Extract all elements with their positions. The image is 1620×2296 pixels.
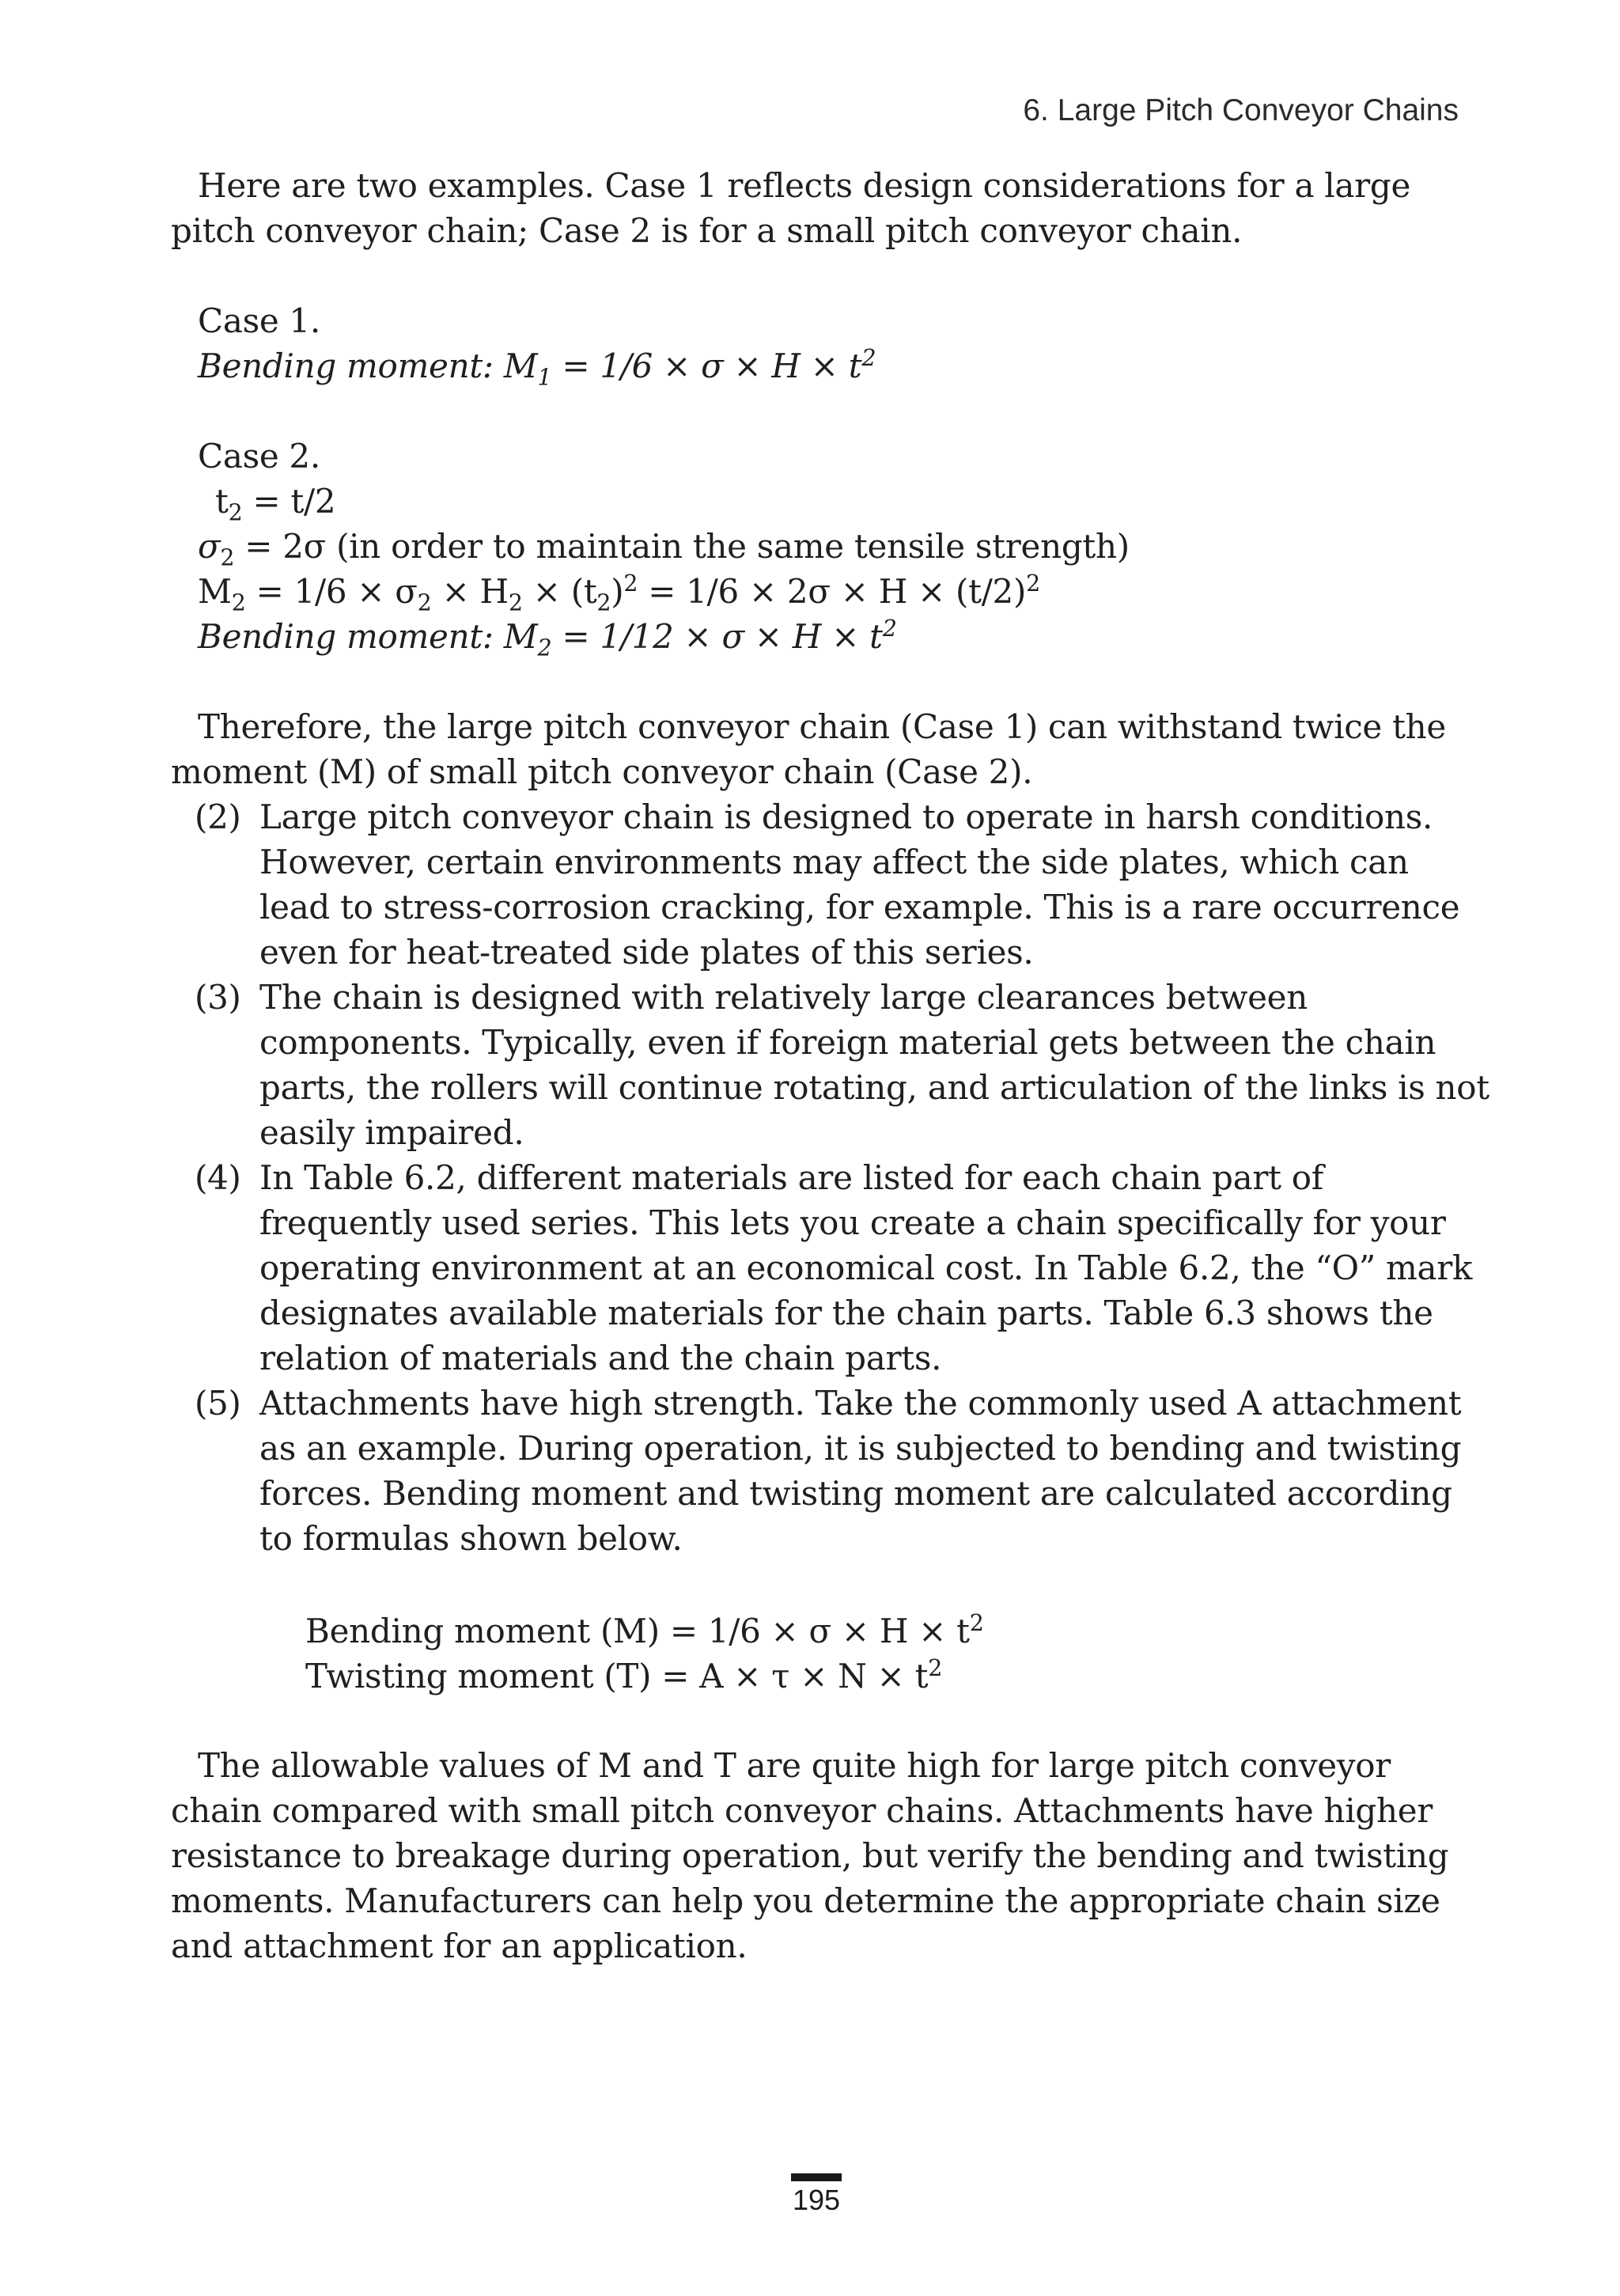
- running-header: 6. Large Pitch Conveyor Chains: [1023, 93, 1459, 127]
- list-item-line: relation of materials and the chain parts.: [259, 1339, 942, 1377]
- conclusion-line: The allowable values of M and T are quite high for large pitch conveyor: [198, 1746, 1391, 1785]
- intro-line-1: Here are two examples. Case 1 reflects design considerations for a large: [198, 166, 1411, 205]
- list-item-text: [259, 975, 1489, 1155]
- sigma-symbol: σ: [198, 527, 221, 566]
- t2-rest: = t/2: [242, 482, 336, 521]
- footer-bar: [791, 2173, 842, 2181]
- list-item-line: forces. Bending moment and twisting moment are calculated according: [259, 1474, 1452, 1513]
- intro-paragraph: [171, 163, 1452, 253]
- therefore-paragraph: [171, 704, 1452, 794]
- list-item-line: operating environment at an economical cost. In Table 6.2, the “O” mark: [259, 1248, 1473, 1287]
- list-item-line: even for heat-treated side plates of this series.: [259, 933, 1034, 972]
- list-item-text: [259, 1381, 1461, 1561]
- conclusion-line: and attachment for an application.: [171, 1927, 748, 1965]
- case-1-bending-sup: 2: [861, 344, 876, 371]
- list-item-text: [259, 794, 1459, 975]
- m2-a: M: [198, 572, 232, 611]
- therefore-line-2: moment (M) of small pitch conveyor chain (Case 2).: [171, 752, 1033, 791]
- m2-d: × (t: [522, 572, 597, 611]
- list-item-line: The chain is designed with relatively large clearances between: [259, 978, 1308, 1017]
- bending-formula-sup: 2: [969, 1609, 984, 1636]
- conclusion-line: moments. Manufacturers can help you determine the appropriate chain size: [171, 1881, 1440, 1920]
- list-item-number: (4): [195, 1158, 241, 1197]
- list-item-line: frequently used series. This lets you create a chain specifically for your: [259, 1203, 1446, 1242]
- case-2-bending-label: Bending moment: M: [198, 617, 538, 656]
- list-item-text: [259, 1155, 1472, 1381]
- m2-d-sub: 2: [596, 589, 611, 616]
- conclusion-paragraph: [171, 1743, 1452, 1968]
- numbered-list: [195, 794, 1489, 1561]
- m2-b-sub: 2: [417, 589, 432, 616]
- m2-e-sup: 2: [623, 570, 638, 597]
- list-item-line: components. Typically, even if foreign material gets between the chain: [259, 1023, 1436, 1062]
- intro-line-2: pitch conveyor chain; Case 2 is for a small pitch conveyor chain.: [171, 211, 1243, 250]
- list-item-number: (2): [195, 798, 241, 836]
- list-item-line: lead to stress-corrosion cracking, for example. This is a rare occurrence: [259, 888, 1460, 926]
- list-item-line: parts, the rollers will continue rotating, and articulation of the links is not: [259, 1068, 1489, 1107]
- m2-c: × H: [431, 572, 509, 611]
- case-1-bending-label: Bending moment: M: [198, 347, 538, 385]
- case-2-title: Case 2.: [198, 437, 320, 475]
- list-item-line: Attachments have high strength. Take the commonly used A attachment: [259, 1384, 1462, 1423]
- m2-f-sup: 2: [1026, 570, 1040, 597]
- sigma-sub: 2: [220, 544, 235, 571]
- conclusion-line: chain compared with small pitch conveyor chains. Attachments have higher: [171, 1791, 1433, 1830]
- case-2-bending-expr: = 1/12 × σ × H × t: [551, 617, 883, 656]
- case-1-title: Case 1.: [198, 301, 320, 340]
- m2-f: = 1/6 × 2σ × H × (t/2): [638, 572, 1027, 611]
- case-2-bending-sub: 2: [537, 634, 552, 661]
- case-1-bending-expr: = 1/6 × σ × H × t: [551, 347, 862, 385]
- formula-block: [171, 1608, 1452, 1699]
- case-2-m2-line: [171, 569, 1452, 614]
- list-item-line: designates available materials for the chain parts. Table 6.3 shows the: [259, 1294, 1433, 1332]
- page-number: 195: [792, 2184, 841, 2216]
- case-2-bending-moment: [171, 614, 1452, 659]
- t2-symbol: t: [215, 482, 229, 521]
- case-1-block: [171, 298, 1452, 391]
- conclusion-line: resistance to breakage during operation, but verify the bending and twisting: [171, 1836, 1449, 1875]
- list-item: [195, 975, 1489, 1155]
- case-2-bending-sup: 2: [882, 615, 897, 642]
- twisting-formula-text: Twisting moment (T) = A × τ × N × t: [305, 1657, 929, 1695]
- m2-a-sub: 2: [231, 589, 246, 616]
- m2-c-sub: 2: [508, 589, 523, 616]
- m2-e: ): [611, 572, 624, 611]
- m2-b: = 1/6 × σ: [245, 572, 418, 611]
- list-item-line: In Table 6.2, different materials are listed for each chain part of: [259, 1158, 1323, 1197]
- case-2-block: [171, 434, 1452, 659]
- case-2-t2-line: [171, 479, 1452, 524]
- t2-sub: 2: [228, 498, 243, 526]
- bending-formula-text: Bending moment (M) = 1/6 × σ × H × t: [305, 1612, 970, 1650]
- case-1-bending-moment: [171, 343, 1452, 391]
- list-item-line: However, certain environments may affect the side plates, which can: [259, 843, 1409, 881]
- list-item: [195, 1155, 1476, 1381]
- list-item-line: as an example. During operation, it is subjected to bending and twisting: [259, 1429, 1462, 1468]
- list-item: [195, 1381, 1476, 1561]
- list-item-line: to formulas shown below.: [259, 1519, 683, 1558]
- therefore-line-1: Therefore, the large pitch conveyor chain (Case 1) can withstand twice the: [198, 707, 1446, 746]
- list-item-number: (5): [195, 1384, 241, 1423]
- case-1-bending-sub: 1: [537, 363, 552, 391]
- list-item-line: easily impaired.: [259, 1113, 524, 1152]
- list-item-number: (3): [195, 978, 241, 1017]
- sigma-rest: = 2σ (in order to maintain the same tensile strength): [234, 527, 1130, 566]
- case-2-sigma-line: [171, 524, 1452, 569]
- list-item-line: Large pitch conveyor chain is designed to operate in harsh conditions.: [259, 798, 1433, 836]
- list-item: [195, 794, 1476, 975]
- twisting-moment-formula: [171, 1654, 1452, 1699]
- twisting-formula-sup: 2: [928, 1654, 943, 1681]
- bending-moment-formula: [171, 1608, 1452, 1654]
